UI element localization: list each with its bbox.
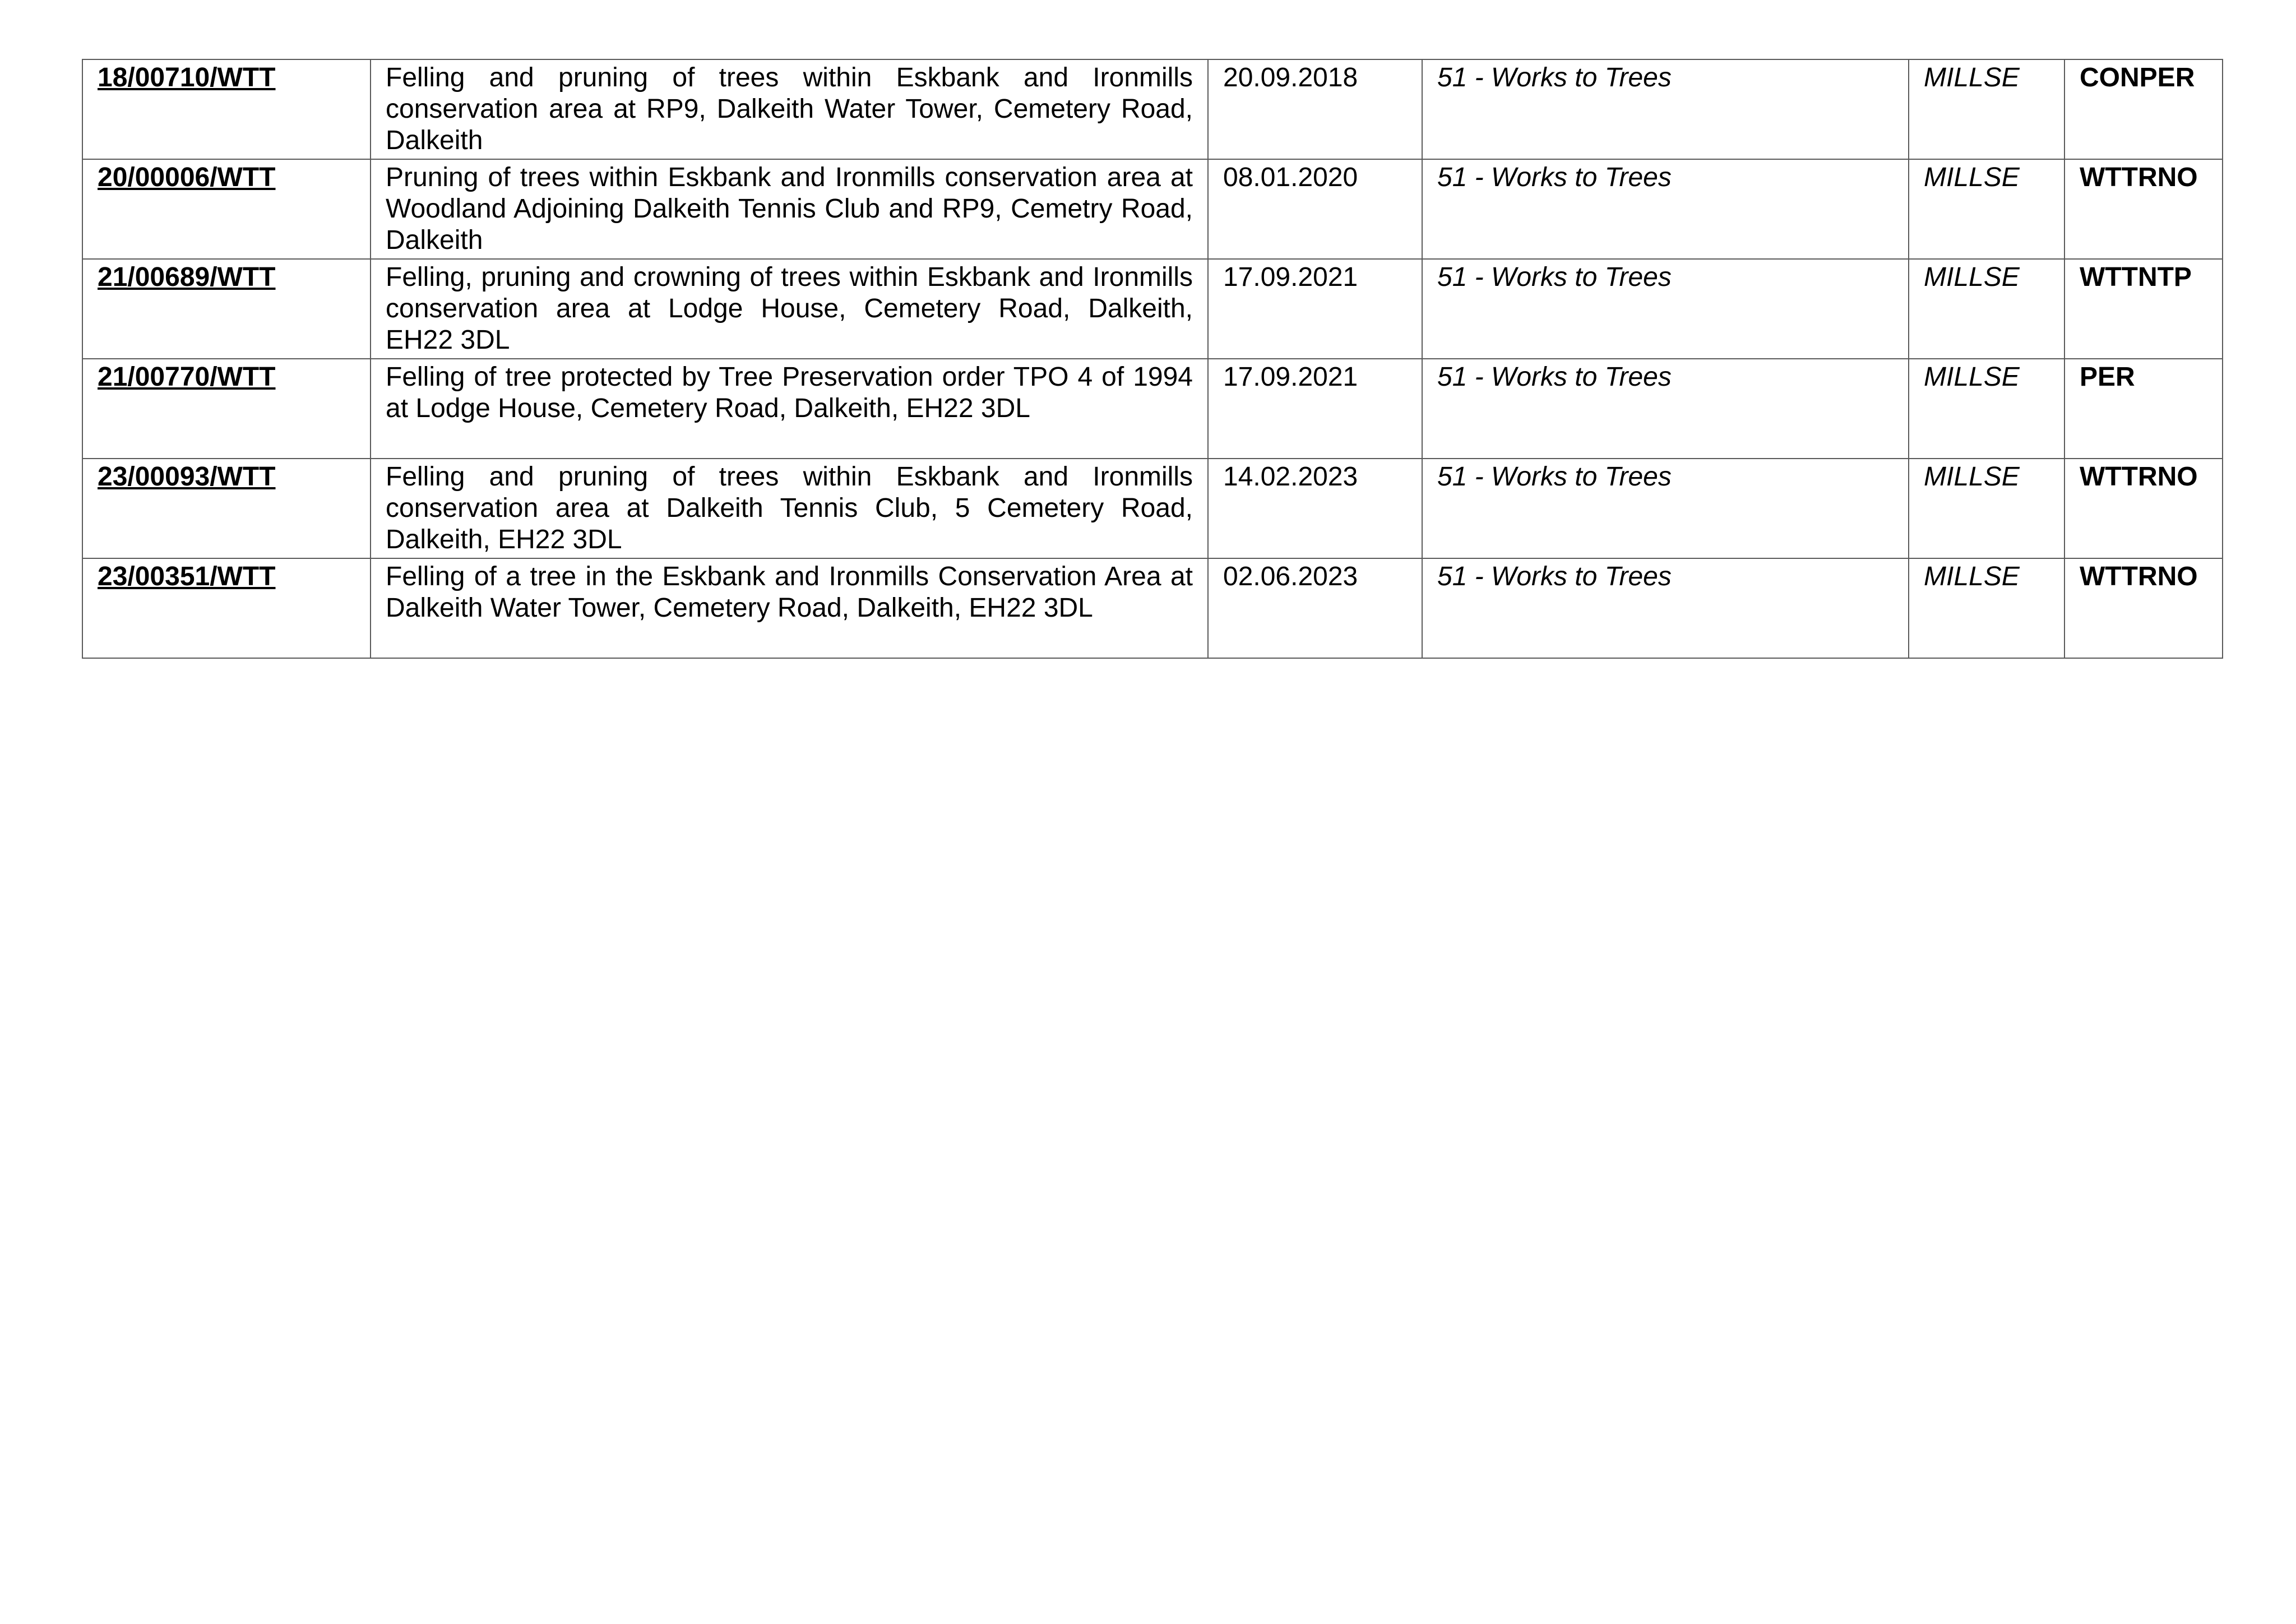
table-row	[82, 159, 2223, 259]
officer-cell: MILLSE	[1909, 259, 2064, 359]
reference-cell	[82, 359, 371, 459]
date-cell: 20.09.2018	[1208, 59, 1422, 159]
description-cell: Pruning of trees within Eskbank and Ironmills conservation area at Woodland Adjoining Dalkeith Tennis Club and RP9, Cemetry Road, Dalkeith	[371, 159, 1208, 259]
description-cell: Felling and pruning of trees within Eskbank and Ironmills conservation area at Dalkeith Tennis Club, 5 Cemetery Road, Dalkeith, EH22 3DL	[371, 459, 1208, 558]
reference-cell	[82, 159, 371, 259]
planning-applications-table	[82, 59, 2223, 659]
status-cell: WTTRNO	[2064, 558, 2223, 658]
reference-link[interactable]: 23/00351/WTT	[98, 562, 276, 591]
table-row	[82, 359, 2223, 459]
application-type-cell: 51 - Works to Trees	[1422, 59, 1909, 159]
reference-link[interactable]: 21/00770/WTT	[98, 362, 276, 392]
reference-cell	[82, 259, 371, 359]
application-type-cell: 51 - Works to Trees	[1422, 259, 1909, 359]
description-cell: Felling of tree protected by Tree Preservation order TPO 4 of 1994 at Lodge House, Cemetery Road, Dalkeith, EH22 3DL	[371, 359, 1208, 459]
date-cell: 17.09.2021	[1208, 359, 1422, 459]
reference-cell	[82, 558, 371, 658]
officer-cell: MILLSE	[1909, 558, 2064, 658]
status-cell: WTTRNO	[2064, 159, 2223, 259]
reference-link[interactable]: 18/00710/WTT	[98, 63, 276, 92]
application-type-cell: 51 - Works to Trees	[1422, 359, 1909, 459]
description-cell: Felling, pruning and crowning of trees within Eskbank and Ironmills conservation area at Lodge House, Cemetery Road, Dalkeith, EH22 3DL	[371, 259, 1208, 359]
application-type-cell: 51 - Works to Trees	[1422, 159, 1909, 259]
application-type-cell: 51 - Works to Trees	[1422, 558, 1909, 658]
status-cell: WTTNTP	[2064, 259, 2223, 359]
officer-cell: MILLSE	[1909, 59, 2064, 159]
status-cell: WTTRNO	[2064, 459, 2223, 558]
date-cell: 14.02.2023	[1208, 459, 1422, 558]
table-row	[82, 259, 2223, 359]
officer-cell: MILLSE	[1909, 159, 2064, 259]
date-cell: 08.01.2020	[1208, 159, 1422, 259]
table-row	[82, 459, 2223, 558]
officer-cell: MILLSE	[1909, 359, 2064, 459]
reference-link[interactable]: 21/00689/WTT	[98, 262, 276, 292]
officer-cell: MILLSE	[1909, 459, 2064, 558]
date-cell: 02.06.2023	[1208, 558, 1422, 658]
application-type-cell: 51 - Works to Trees	[1422, 459, 1909, 558]
status-cell: PER	[2064, 359, 2223, 459]
table-row	[82, 558, 2223, 658]
reference-link[interactable]: 23/00093/WTT	[98, 462, 276, 492]
date-cell: 17.09.2021	[1208, 259, 1422, 359]
description-cell: Felling of a tree in the Eskbank and Ironmills Conservation Area at Dalkeith Water Tower, Cemetery Road, Dalkeith, EH22 3DL	[371, 558, 1208, 658]
reference-cell	[82, 459, 371, 558]
table-row	[82, 59, 2223, 159]
status-cell: CONPER	[2064, 59, 2223, 159]
reference-link[interactable]: 20/00006/WTT	[98, 163, 276, 192]
reference-cell	[82, 59, 371, 159]
description-cell: Felling and pruning of trees within Eskbank and Ironmills conservation area at RP9, Dalkeith Water Tower, Cemetery Road, Dalkeith	[371, 59, 1208, 159]
